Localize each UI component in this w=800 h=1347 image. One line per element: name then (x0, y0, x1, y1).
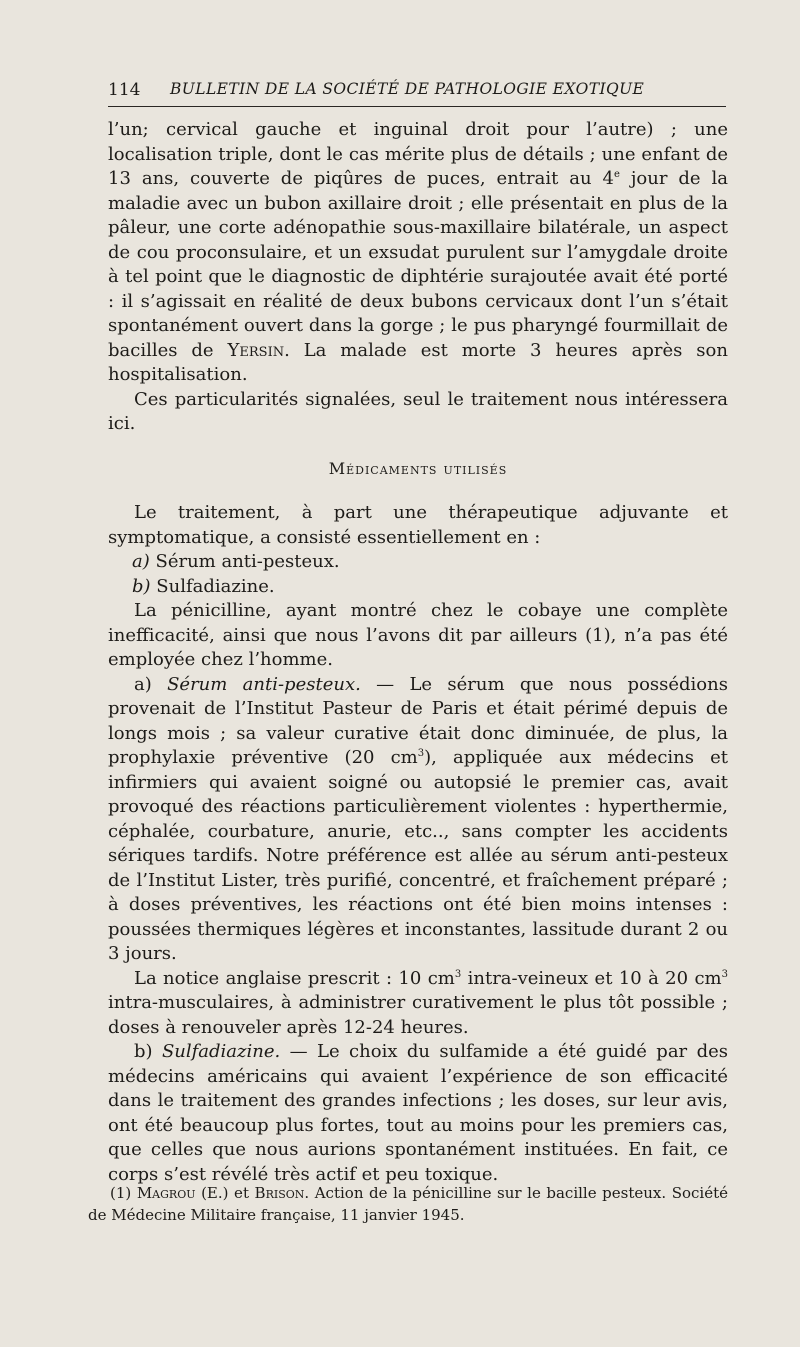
paragraph-transition: Ces particularités signalées, seul le traitement nous intéressera ici. (108, 388, 728, 434)
paragraph-case-description: l’un; cervical gauche et inguinal droit pour l’autre) ; une localisation triple, dont le cas mérite plus de détails ; une enfant de 13 ans, couverte de piqûres de puces, entrait au 4e jour de la maladie avec un bubon axillaire droit ; elle présentait en plus de la pâleur, une corte adénopathie sous-maxillaire bilatérale, un aspect de cou proconsulaire, et un exsudat purulent sur l’amygdale droite à tel point que le diagnostic de diphtérie surajoutée avait été porté : il s’agissait en réalité de deux bubons cervicaux dont l’un s’était spontanément ouvert dans la gorge ; le pus pharyngé fourmillait de bacilles de Yersin. La malade est morte 3 heures après son hospitalisation. (108, 119, 728, 385)
section-heading: Médicaments utilisés (328, 458, 508, 478)
subsection-title-sulfadiazine: Sulfadiazine. (161, 1041, 281, 1062)
paragraph-serum: a) Sérum anti-pesteux. — Le sérum que nous possédions provenait de l’Institut Pasteur de Paris et était périmé depuis de longs mois ; sa valeur curative était donc diminuée, de plus, la prophylaxie préventive (20 $cm^3$), appliquée aux médecins et infirmiers qui avaient soigné ou autopsié le premier cas, avait provoqué des réactions particulièrement violentes : hyperthermie, céphalée, courbature, anurie, etc.., sans compter les accidents sériques tardifs. Notre préférence est allée au sérum anti-pesteux de l’Institut Lister, très purifié, concentré, et fraîchement préparé ; à doses préventives, les réactions ont été bien moins intenses : poussées thermiques légères et inconstantes, lassitude durant 2 ou 3 jours. (108, 673, 728, 964)
footnote-marker: (1) (110, 1184, 132, 1202)
footnote: (1) Magrou (E.) et Brison. Action de la pénicilline sur le bacille pesteux. Société de Médecine Militaire française, 11 janvier 1945. (88, 1184, 728, 1224)
paragraph-penicillin: La pénicilline, ayant montré chez le cobaye une complète inefficacité, ainsi que nous l’avons dit par ailleurs (1), n’a pas été employée chez l’homme. (108, 600, 728, 670)
paragraph-dosage-notice: La notice anglaise prescrit : 10 $cm^3$ intra-veineux et 10 à 20 $cm^3$ intra-musculaires, à administrer curativement le plus tôt possible ; doses à renouveler après 12-24 heures. (108, 967, 728, 1038)
author-name-yersin: Yersin (227, 339, 285, 361)
page-header (108, 80, 726, 107)
list-item-sulfadiazine: b) Sulfadiazine. (132, 575, 275, 597)
subsection-title-serum: Sérum anti-pesteux. (167, 673, 361, 695)
running-head: BULLETIN DE LA SOCIÉTÉ DE PATHOLOGIE EXOTIQUE (170, 80, 645, 98)
paragraph-sulfadiazine: b) Sulfadiazine. — Le choix du sulfamide a été guidé par des médecins américains qui avaient l’expérience de son efficacité dans le traitement des grandes infections ; les doses, sur leur avis, ont été beaucoup plus fortes, tout au moins pour les premiers cas, que celles que nous aurions spontanément instituées. En fait, ce corps s’est révélé très actif et peu toxique. (108, 1041, 728, 1185)
article-body (108, 118, 728, 1187)
paragraph-treatment-intro: Le traitement, à part une thérapeutique adjuvante et symptomatique, a consisté essentiellement en : (108, 502, 728, 548)
list-item-serum: a) Sérum anti-pesteux. (132, 551, 340, 572)
page-number: 114 (108, 80, 141, 100)
